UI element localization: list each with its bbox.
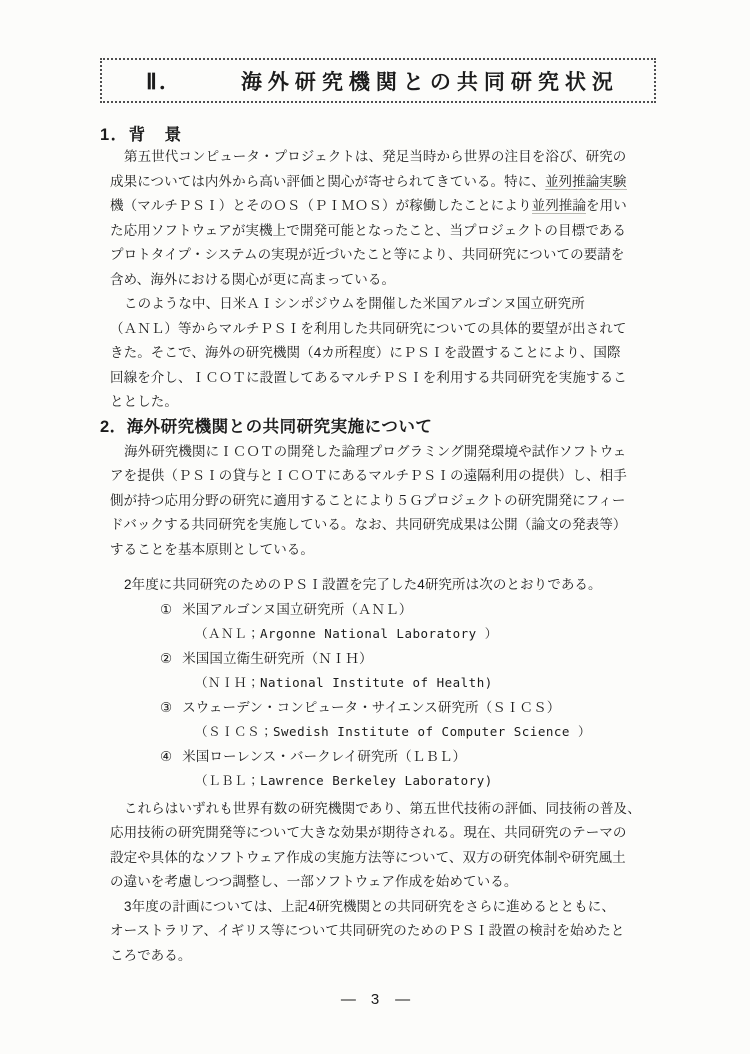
line-text: を用い <box>586 198 627 213</box>
paragraph-line <box>110 170 655 195</box>
chapter-numeral: Ⅱ． <box>146 69 183 94</box>
paragraph-line: ころである。 <box>110 947 192 963</box>
paragraph-line: 第五世代コンピュータ・プロジェクトは、発足当時から世界の注目を浴び、研究の <box>124 149 627 164</box>
institute-name-jp: スウェーデン・コンピュータ・サイエンス研究所（ＳＩＣＳ） <box>182 699 561 715</box>
institute-item <box>110 745 655 770</box>
paragraph-line: これらはいずれも世界有数の研究機関であり、第五世代技術の評価、同技術の普及、 <box>124 800 641 816</box>
paragraph-line: 回線を介し、ＩＣＯＴに設置してあるマルチＰＳＩを利用する共同研究を実施するこ <box>110 369 627 385</box>
institute-number: ① <box>160 601 173 617</box>
section2-heading: 2．海外研究機関との共同研究実施について <box>100 417 433 436</box>
institute-name-jp: 米国アルゴンヌ国立研究所（ＡＮＬ） <box>182 601 413 617</box>
paragraph-line: 海外研究機関にＩＣＯＴの開発した論理プログラミング開発環境や試作ソフトウェ <box>124 443 627 459</box>
institute-item <box>110 696 655 721</box>
title-box <box>100 58 656 103</box>
page-title: 海外研究機関との共同研究状況 <box>240 70 619 94</box>
paragraph-line <box>110 194 655 219</box>
paragraph-line: このような中、日米ＡＩシンポジウムを開催した米国アルゴンヌ国立研究所 <box>124 296 585 311</box>
institute-number: ③ <box>160 699 173 715</box>
paragraph-line: た応用ソフトウェアが実機上で開発可能となったこと、当プロジェクトの目標である <box>110 222 626 238</box>
paragraph-line: 含め、海外における関心が更に高まっている。 <box>110 271 396 287</box>
paragraph-line: オーストラリア、イギリス等について共同研究のためのＰＳＩ設置の検討を始めたと <box>110 923 625 938</box>
underlined-phrase: 並列推論 <box>531 198 587 213</box>
institute-name-en: （ＬＢＬ；Lawrence Berkeley Laboratory) <box>195 773 493 788</box>
page-number: 3 <box>370 991 380 1008</box>
paragraph-line: 3年度の計画については、上記4研究機関との共同研究をさらに進めるとともに、 <box>124 898 615 914</box>
line-text: 成果については内外から高い評価と関心が寄せられてきている。特に、 <box>110 173 545 189</box>
footer-dash-right: — <box>395 991 410 1008</box>
institute-name-jp: 米国ローレンス・バークレイ研究所（ＬＢＬ） <box>182 748 467 764</box>
paragraph-line: 応用技術の研究開発等について大きな効果が期待される。現在、共同研究のテーマの <box>110 825 627 840</box>
paragraph-line: ととした。 <box>110 394 178 409</box>
institute-number: ② <box>160 650 173 666</box>
paragraph-line: の違いを考慮しつつ調整し、一部ソフトウェア作成を始めている。 <box>110 874 518 889</box>
institute-name-en: （ＮＩＨ；National Institute of Health) <box>195 675 493 690</box>
paragraph-line: することを基本原則としている。 <box>110 541 314 557</box>
paragraph-line: プロトタイプ・システムの実現が近づいたこと等により、共同研究についての要請を <box>110 247 625 262</box>
paragraph-line: 側が持つ応用分野の研究に適用することにより５Ｇプロジェクトの研究開発にフィー <box>110 492 626 508</box>
institute-item <box>110 598 655 623</box>
paragraph-line: 設定や具体的なソフトウェア作成の実施方法等について、双方の研究体制や研究風土 <box>110 849 626 865</box>
paragraph-line: ドバックする共同研究を実施している。なお、共同研究成果は公開（論文の発表等） <box>110 517 627 532</box>
institute-name-en: （ＳＩＣＳ；Swedish Institute of Computer Science ） <box>195 724 591 739</box>
paragraph-line: きた。そこで、海外の研究機関（4カ所程度）にＰＳＩを設置することにより、国際 <box>110 345 621 360</box>
institute-name-en: （ＡＮＬ；Argonne National Laboratory ） <box>195 626 498 641</box>
footer <box>0 991 750 1008</box>
list-intro-line: 2年度に共同研究のためのＰＳＩ設置を完了した4研究所は次のとおりである。 <box>124 577 602 592</box>
footer-dash-left: — <box>340 991 355 1008</box>
paragraph-line: （ＡＮＬ）等からマルチＰＳＩを利用した共同研究についての具体的要望が出されて <box>110 320 627 336</box>
section1-heading: 1．背 景 <box>100 126 183 144</box>
underlined-phrase: 並列推論実験 <box>544 173 627 189</box>
institute-number: ④ <box>160 748 173 764</box>
document-body <box>100 145 655 968</box>
paragraph-line: アを提供（ＰＳＩの貸与とＩＣＯＴにあるマルチＰＳＩの遠隔利用の提供）し、相手 <box>110 468 627 483</box>
institute-name-jp: 米国国立衛生研究所（ＮＩＨ） <box>182 650 373 666</box>
line-text: 機（マルチＰＳＩ）とそのＯＳ（ＰＩＭＯＳ）が稼働したことにより <box>110 198 532 213</box>
institute-item <box>110 647 655 672</box>
